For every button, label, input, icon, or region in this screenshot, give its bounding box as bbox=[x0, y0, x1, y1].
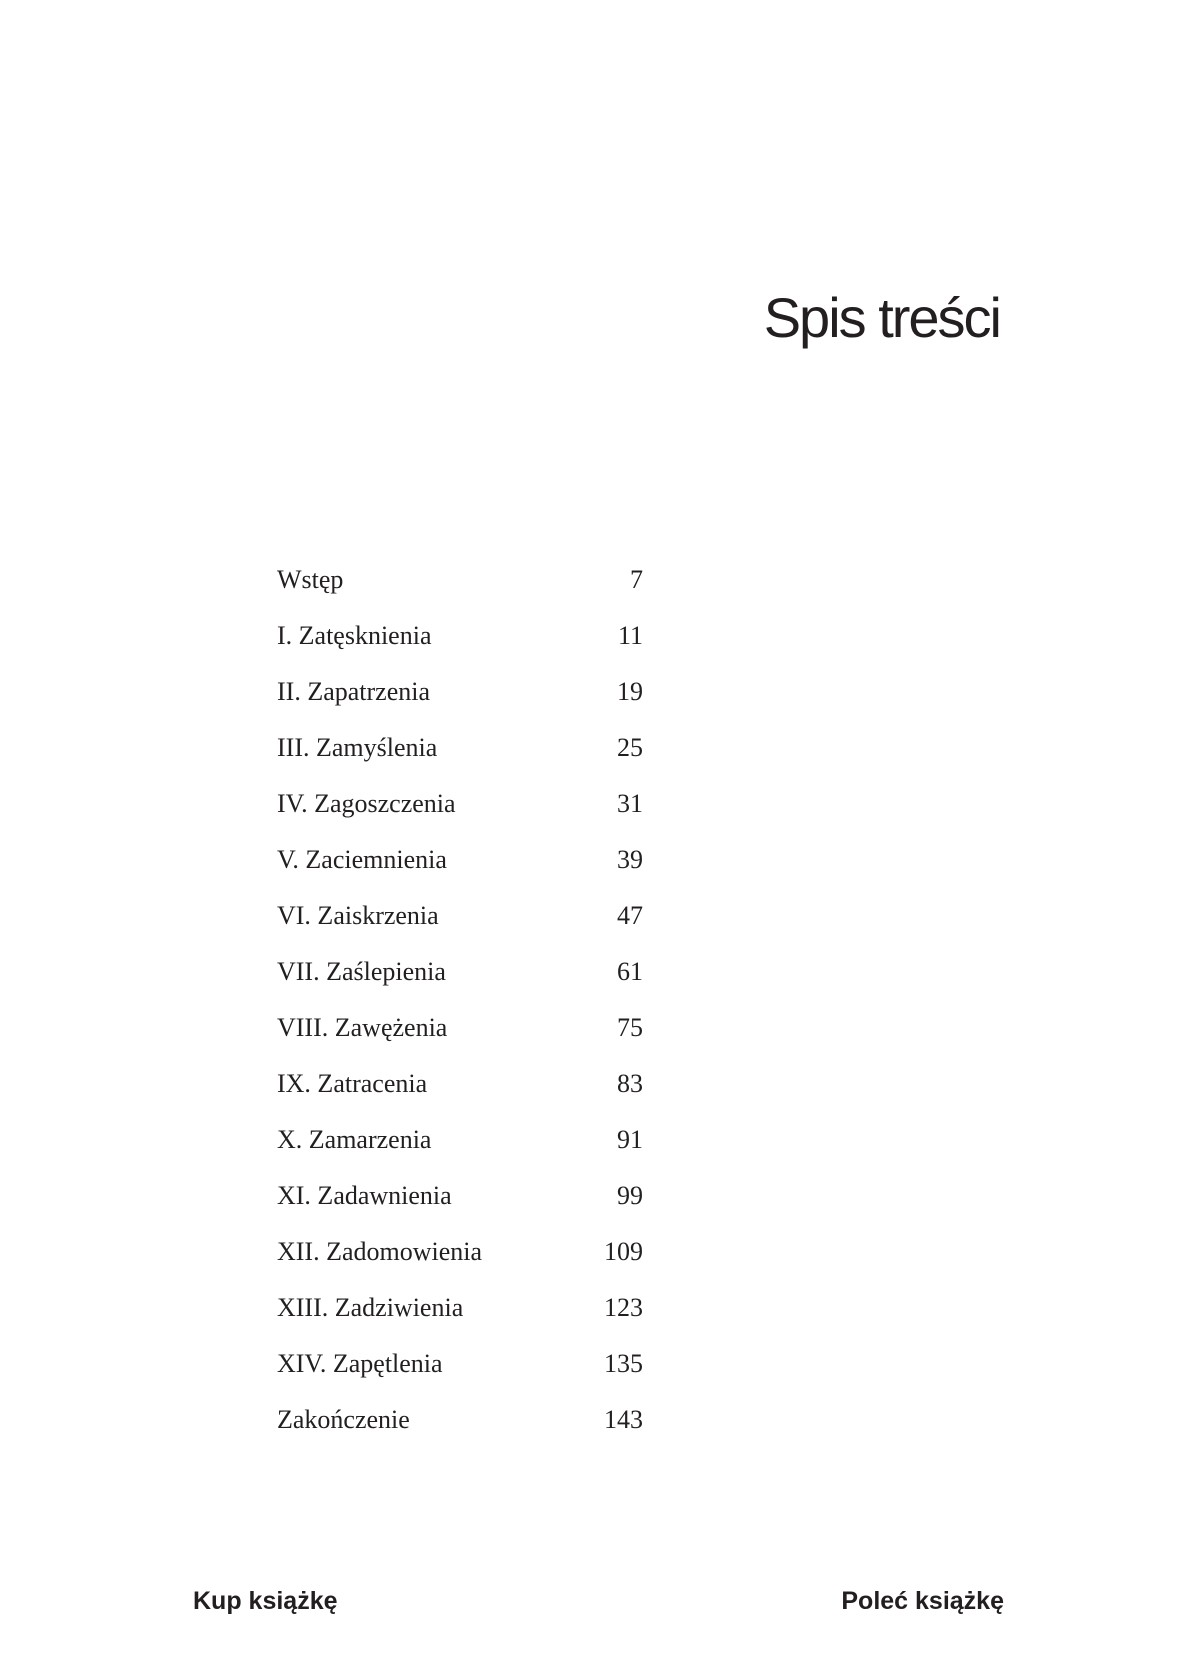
toc-entry-page: 61 bbox=[617, 957, 643, 986]
toc-entry-page: 7 bbox=[630, 565, 643, 594]
page-title: Spis treści bbox=[763, 286, 1000, 349]
toc-entry-page: 143 bbox=[604, 1405, 643, 1434]
toc-entry-title: V. Zaciemnienia bbox=[277, 845, 447, 874]
toc-entry-title: VII. Zaślepienia bbox=[277, 957, 446, 986]
toc-entry-title: IX. Zatracenia bbox=[277, 1069, 428, 1098]
toc-entry-title: XI. Zadawnienia bbox=[277, 1181, 452, 1210]
toc-entry bbox=[277, 832, 643, 888]
toc-entry bbox=[277, 776, 643, 832]
toc-entry-title: Wstęp bbox=[277, 565, 344, 594]
toc-entry bbox=[277, 1168, 643, 1224]
toc-entry-page: 135 bbox=[604, 1349, 643, 1378]
toc-entry bbox=[277, 552, 643, 608]
toc-entry bbox=[277, 1392, 643, 1448]
table-of-contents bbox=[277, 552, 643, 1448]
toc-entry-title: II. Zapatrzenia bbox=[277, 677, 431, 706]
toc-entry-page: 123 bbox=[604, 1293, 643, 1322]
toc-entry bbox=[277, 1280, 643, 1336]
toc-entry bbox=[277, 664, 643, 720]
toc-entry-title: III. Zamyślenia bbox=[277, 733, 438, 762]
toc-entry-page: 11 bbox=[617, 621, 643, 650]
toc-entry-page: 75 bbox=[617, 1013, 643, 1042]
toc-entry bbox=[277, 944, 643, 1000]
toc-entry-page: 99 bbox=[617, 1181, 643, 1210]
toc-entry bbox=[277, 1056, 643, 1112]
recommend-book-link[interactable]: Poleć książkę bbox=[841, 1587, 1004, 1615]
toc-entry-page: 91 bbox=[617, 1125, 643, 1154]
toc-entry-page: 83 bbox=[617, 1069, 643, 1098]
toc-entry bbox=[277, 1224, 643, 1280]
toc-entry-page: 25 bbox=[617, 733, 643, 762]
toc-entry-title: Zakończenie bbox=[277, 1405, 410, 1434]
buy-book-link[interactable]: Kup książkę bbox=[193, 1587, 338, 1615]
toc-entry bbox=[277, 1000, 643, 1056]
toc-entry bbox=[277, 888, 643, 944]
toc-entry-page: 39 bbox=[617, 845, 643, 874]
toc-entry-title: VIII. Zawężenia bbox=[277, 1013, 448, 1042]
toc-entry-title: XIII. Zadziwienia bbox=[277, 1293, 464, 1322]
toc-entry-page: 19 bbox=[617, 677, 643, 706]
toc-entry bbox=[277, 1112, 643, 1168]
toc-entry-title: XIV. Zapętlenia bbox=[277, 1349, 443, 1378]
toc-entry bbox=[277, 720, 643, 776]
toc-entry-title: VI. Zaiskrzenia bbox=[277, 901, 439, 930]
toc-entry-title: X. Zamarzenia bbox=[277, 1125, 432, 1154]
toc-entry-page: 109 bbox=[604, 1237, 643, 1266]
toc-entry-page: 31 bbox=[617, 789, 643, 818]
toc-entry bbox=[277, 608, 643, 664]
toc-entry-title: XII. Zadomowienia bbox=[277, 1237, 483, 1266]
toc-entry-title: I. Zatęsknienia bbox=[277, 621, 432, 650]
toc-entry-title: IV. Zagoszczenia bbox=[277, 789, 456, 818]
toc-entry-page: 47 bbox=[617, 901, 643, 930]
toc-entry bbox=[277, 1336, 643, 1392]
